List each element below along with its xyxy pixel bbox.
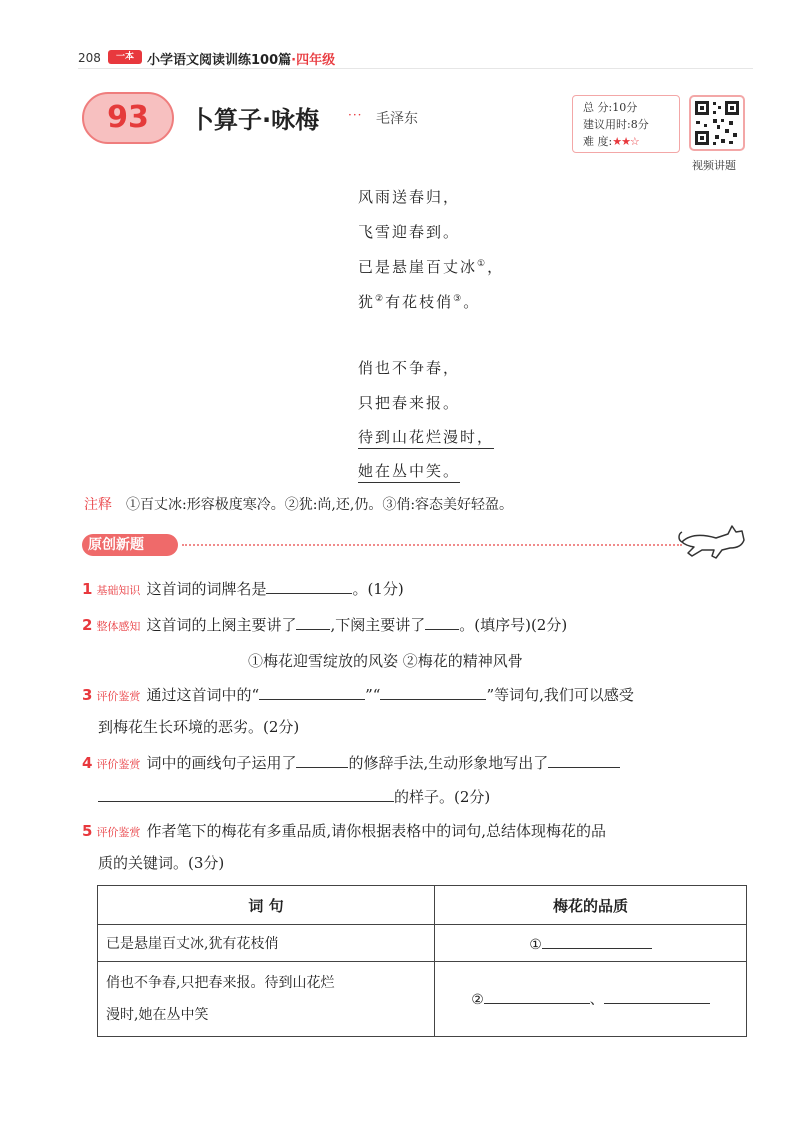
question-3 bbox=[82, 684, 634, 705]
answer-blank[interactable] bbox=[542, 934, 652, 949]
table-header-phrase: 词 句 bbox=[98, 886, 435, 925]
table-row bbox=[98, 925, 747, 962]
question-text: 通过这首词中的“ bbox=[146, 686, 260, 704]
qr-label: 视频讲题 bbox=[692, 159, 736, 172]
page-number: 208 bbox=[78, 51, 101, 65]
series-title bbox=[147, 49, 335, 68]
brand-logo: 一本 bbox=[108, 50, 142, 64]
question-4 bbox=[82, 752, 620, 773]
question-4-line2 bbox=[98, 786, 490, 807]
poem-line-4-text-b: 有花枝俏 bbox=[385, 293, 454, 311]
note-mark: ③ bbox=[453, 294, 464, 304]
question-2-options: ①梅花迎雪绽放的风姿 ②梅花的精神风骨 bbox=[248, 652, 523, 670]
question-text: 这首词的词牌名是 bbox=[146, 580, 267, 598]
note-mark: ① bbox=[477, 259, 488, 269]
answer-blank[interactable] bbox=[425, 615, 459, 630]
question-1 bbox=[82, 578, 404, 599]
poem-line-4-text-a: 犹 bbox=[358, 293, 376, 311]
title-dots: ··· bbox=[348, 108, 363, 122]
qr-code-icon bbox=[691, 97, 743, 149]
poem-punct: ， bbox=[487, 258, 505, 276]
answer-blank[interactable] bbox=[296, 615, 330, 630]
table-phrase-line-2: 漫时,她在丛中笑 bbox=[106, 1007, 209, 1023]
series-name: 小学语文阅读训练100篇 bbox=[147, 53, 292, 68]
underlined-line: 她在丛中笑。 bbox=[358, 462, 460, 483]
table-header-quality: 梅花的品质 bbox=[435, 886, 747, 925]
poem-line-1: 风雨送春归， bbox=[358, 188, 461, 206]
underlined-line: 待到山花烂漫时， bbox=[358, 428, 494, 449]
question-number: 2 bbox=[82, 616, 93, 634]
quality-table bbox=[97, 885, 747, 1037]
table-cell-phrase bbox=[98, 962, 435, 1037]
poem-line-3-text: 已是悬崖百丈冰 bbox=[358, 258, 478, 276]
table-cell-phrase: 已是悬崖百丈冰,犹有花枝俏 bbox=[98, 925, 435, 962]
question-text: 的修辞手法,生动形象地写出了 bbox=[348, 754, 549, 772]
answer-blank[interactable] bbox=[98, 787, 394, 802]
question-text: 这首词的上阕主要讲了 bbox=[146, 616, 297, 634]
answer-blank[interactable] bbox=[259, 685, 365, 700]
question-tag: 整体感知 bbox=[96, 620, 141, 633]
section-title: 原创新题 bbox=[82, 534, 178, 556]
separator: 、 bbox=[589, 992, 604, 1008]
answer-mark: ① bbox=[529, 936, 542, 953]
answer-blank[interactable] bbox=[484, 989, 590, 1004]
notes bbox=[84, 494, 513, 514]
poem-line-2: 飞雪迎春到。 bbox=[358, 223, 461, 241]
answer-mark: ② bbox=[471, 992, 484, 1008]
question-number: 4 bbox=[82, 754, 93, 772]
answer-blank[interactable] bbox=[266, 579, 352, 594]
answer-blank[interactable] bbox=[548, 753, 620, 768]
question-text: 作者笔下的梅花有多重品质,请你根据表格中的词句,总结体现梅花的品 bbox=[146, 822, 606, 840]
question-number: 1 bbox=[82, 580, 93, 598]
poem-punct: 。 bbox=[463, 293, 481, 311]
answer-blank[interactable] bbox=[296, 753, 348, 768]
question-text: ”“ bbox=[365, 686, 381, 704]
answer-blank[interactable] bbox=[380, 685, 486, 700]
lesson-title: 卜算子·咏梅 bbox=[190, 106, 320, 134]
question-text: 词中的画线句子运用了 bbox=[146, 754, 297, 772]
question-number: 5 bbox=[82, 822, 93, 840]
question-tag: 评价鉴赏 bbox=[96, 758, 141, 771]
notes-text: ①百丈冰:形容极度寒冷。②犹:尚,还,仍。③俏:容态美好轻盈。 bbox=[126, 497, 514, 513]
poem-line-7 bbox=[358, 426, 494, 447]
poem-line-4 bbox=[358, 291, 480, 312]
question-tag: 评价鉴赏 bbox=[96, 826, 141, 839]
series-grade: ·四年级 bbox=[291, 53, 336, 68]
question-text: 。(填序号)(2分) bbox=[459, 616, 568, 634]
lesson-number: 93 bbox=[107, 100, 149, 135]
question-5-line2: 质的关键词。(3分) bbox=[98, 854, 225, 872]
total-score: 总 分:10分 bbox=[583, 101, 638, 114]
header-divider bbox=[78, 68, 753, 69]
note-mark: ② bbox=[375, 294, 386, 304]
table-header-row bbox=[98, 886, 747, 925]
difficulty-label: 难 度: bbox=[583, 135, 613, 148]
poem-line-8 bbox=[358, 460, 460, 481]
question-tag: 评价鉴赏 bbox=[96, 690, 141, 703]
question-5 bbox=[82, 820, 606, 841]
suggested-time: 建议用时:8分 bbox=[583, 118, 649, 131]
info-box bbox=[572, 95, 680, 153]
question-2 bbox=[82, 614, 567, 635]
poem-line-5: 俏也不争春， bbox=[358, 359, 461, 377]
question-text: 。(1分) bbox=[352, 580, 404, 598]
table-cell-answer bbox=[435, 962, 747, 1037]
cat-icon bbox=[676, 522, 752, 560]
difficulty-stars: ★★☆ bbox=[612, 135, 639, 148]
question-text: ”等词句,我们可以感受 bbox=[486, 686, 634, 704]
poem-line-3 bbox=[358, 256, 504, 277]
question-tag: 基础知识 bbox=[96, 584, 141, 597]
qr-code[interactable] bbox=[689, 95, 745, 151]
poem-line-6: 只把春来报。 bbox=[358, 394, 461, 412]
table-cell-answer bbox=[435, 925, 747, 962]
question-text: ,下阕主要讲了 bbox=[330, 616, 426, 634]
table-row bbox=[98, 962, 747, 1037]
section-divider bbox=[182, 544, 682, 546]
table-phrase-line-1: 俏也不争春,只把春来报。待到山花烂 bbox=[106, 975, 335, 991]
lesson-number-badge bbox=[82, 92, 174, 144]
question-text: 的样子。(2分) bbox=[394, 788, 491, 806]
answer-blank[interactable] bbox=[604, 989, 710, 1004]
question-3-line2: 到梅花生长环境的恶劣。(2分) bbox=[98, 718, 300, 736]
difficulty bbox=[583, 133, 639, 149]
notes-label: 注释 bbox=[84, 497, 112, 513]
author: 毛泽东 bbox=[376, 111, 418, 127]
question-number: 3 bbox=[82, 686, 93, 704]
